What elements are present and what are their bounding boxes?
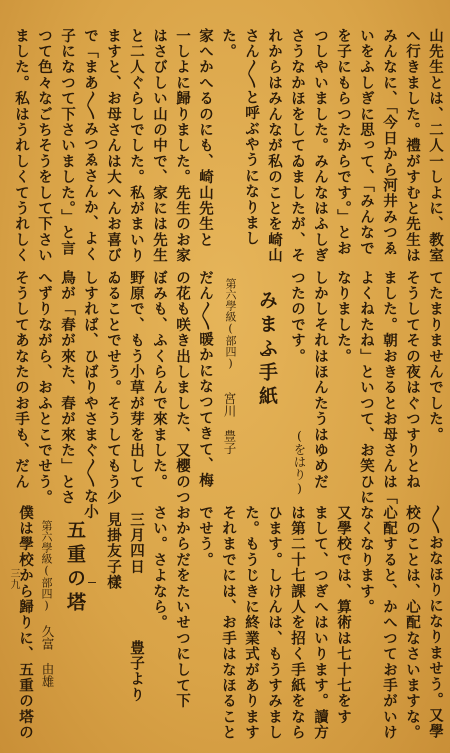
text-column: 心配すると、かへつてお手がいけ (381, 505, 398, 741)
signature-owari: (をはり) (292, 428, 307, 496)
text-column: おからだをたいせつにして下 (174, 505, 191, 710)
text-column: よくねたね」といつて、お笑ひに (358, 270, 375, 506)
text-column: そうしてあなたのお手も、だん (13, 270, 30, 490)
letter-signature: 豊子より (128, 640, 145, 703)
letter-addressee: 見掛友子樣 (105, 512, 122, 591)
poem-title: 五重の塔 (64, 520, 86, 616)
text-column: ました。朝おきるとお母さんは「 (381, 270, 398, 506)
text-column: まして、つぎへはいります。讀方 (312, 505, 329, 741)
text-column: た。 (220, 28, 237, 60)
text-column: 校のことは、心配なさいますな。 (404, 505, 421, 741)
text-column: 野原で、もう小草が芽を出して (128, 270, 145, 490)
text-column: た。もうじきに終業式があります (243, 505, 260, 741)
essay-title: みまふ手紙 (256, 290, 278, 410)
text-column: 子になつて下さいました。」と言 (59, 28, 76, 257)
text-column: それまでには、お手はなほること (220, 505, 237, 741)
text-column: さい。さよなら。 (151, 505, 168, 631)
text-column: で「まあ〳〵みつゑさんか、よく (82, 28, 99, 263)
text-column: ました。私はうれしくてうれしく (13, 28, 30, 264)
text-column: つしやいました。みんなはふしぎ (312, 28, 329, 264)
text-column: つて色々なごちそうをして下さい (36, 28, 53, 264)
essay-byline-name: 宮川 豊子 (222, 392, 237, 455)
text-column: さん〳〵と呼ぶやうになりまし (243, 28, 260, 247)
text-column: 鳥が「春が來た、春が來た」とさ (59, 270, 76, 506)
text-column: しかしそれはほんたうはゆめだ (312, 270, 329, 490)
text-column: 山先生とは、二人一しよに、教室 (427, 28, 444, 264)
text-column: ゐることでせう。そうしてもう少 (105, 270, 122, 506)
text-column: ひます。しけんは、もうすみまし (266, 505, 283, 741)
text-column: は第二十七課人を招く手紙をなら (289, 505, 306, 741)
text-column: を子にもらつたからです。」とお (335, 28, 352, 257)
text-column: なくなります。 (358, 505, 375, 615)
text-column: ますと、お母さんは大へんお喜び (105, 28, 122, 264)
text-column: へずりながら、おふとこでせう。 (36, 270, 53, 506)
text-column: そうしてその夜はぐつすりとね (404, 270, 421, 490)
text-column: だん〳〵暖かになつてきて、梅 (197, 270, 214, 489)
text-column: れからはみんなが私のことを崎山 (266, 28, 283, 264)
divider (88, 582, 96, 583)
text-column: みんなに、「今日から河井みつゑ (381, 28, 398, 257)
letter-date: 三月四日 (128, 512, 145, 575)
text-column: でせう。 (197, 505, 214, 568)
text-column: はさびしい山の中で、家には先生 (151, 28, 168, 264)
text-column: へ行きました。禮がすむと先生は (404, 28, 421, 264)
text-column: つたのです。 (289, 270, 306, 365)
text-column: いをふしぎに思って、「みんなで (358, 28, 375, 257)
text-column: なりました。 (335, 270, 352, 365)
text-column: ぼみも、ふくらんで來ました。 (151, 270, 168, 490)
text-column: 家へかへるのにも、崎山先生と (197, 28, 214, 248)
text-column: てたまりませんでした。 (427, 270, 444, 443)
text-column: 〳〵おなほりになりませう。又學 (427, 505, 444, 740)
poem-byline-name: 久富 由雄 (40, 625, 55, 688)
text-column: の花も咲き出しました、又櫻のつ (174, 270, 191, 506)
text-column: 一しよに歸りました。先生のお家 (174, 28, 191, 264)
poem-byline-class: 第六學級(部四) (40, 520, 53, 612)
text-column: と二人ぐらしでした。私がまいり (128, 28, 145, 264)
text-column: 僕は學校から歸りに、五重の塔の (17, 505, 34, 741)
text-column: しすれば、ひばりやさまぐ〳〵な小 (82, 270, 99, 520)
text-column: さうなかほをしてゐましたが、そ (289, 28, 306, 264)
text-column: 又學校では、算術は七十七をす (335, 505, 352, 725)
page-number: 三九 (8, 568, 19, 590)
essay-byline-class: 第六學級(部四) (224, 278, 237, 370)
